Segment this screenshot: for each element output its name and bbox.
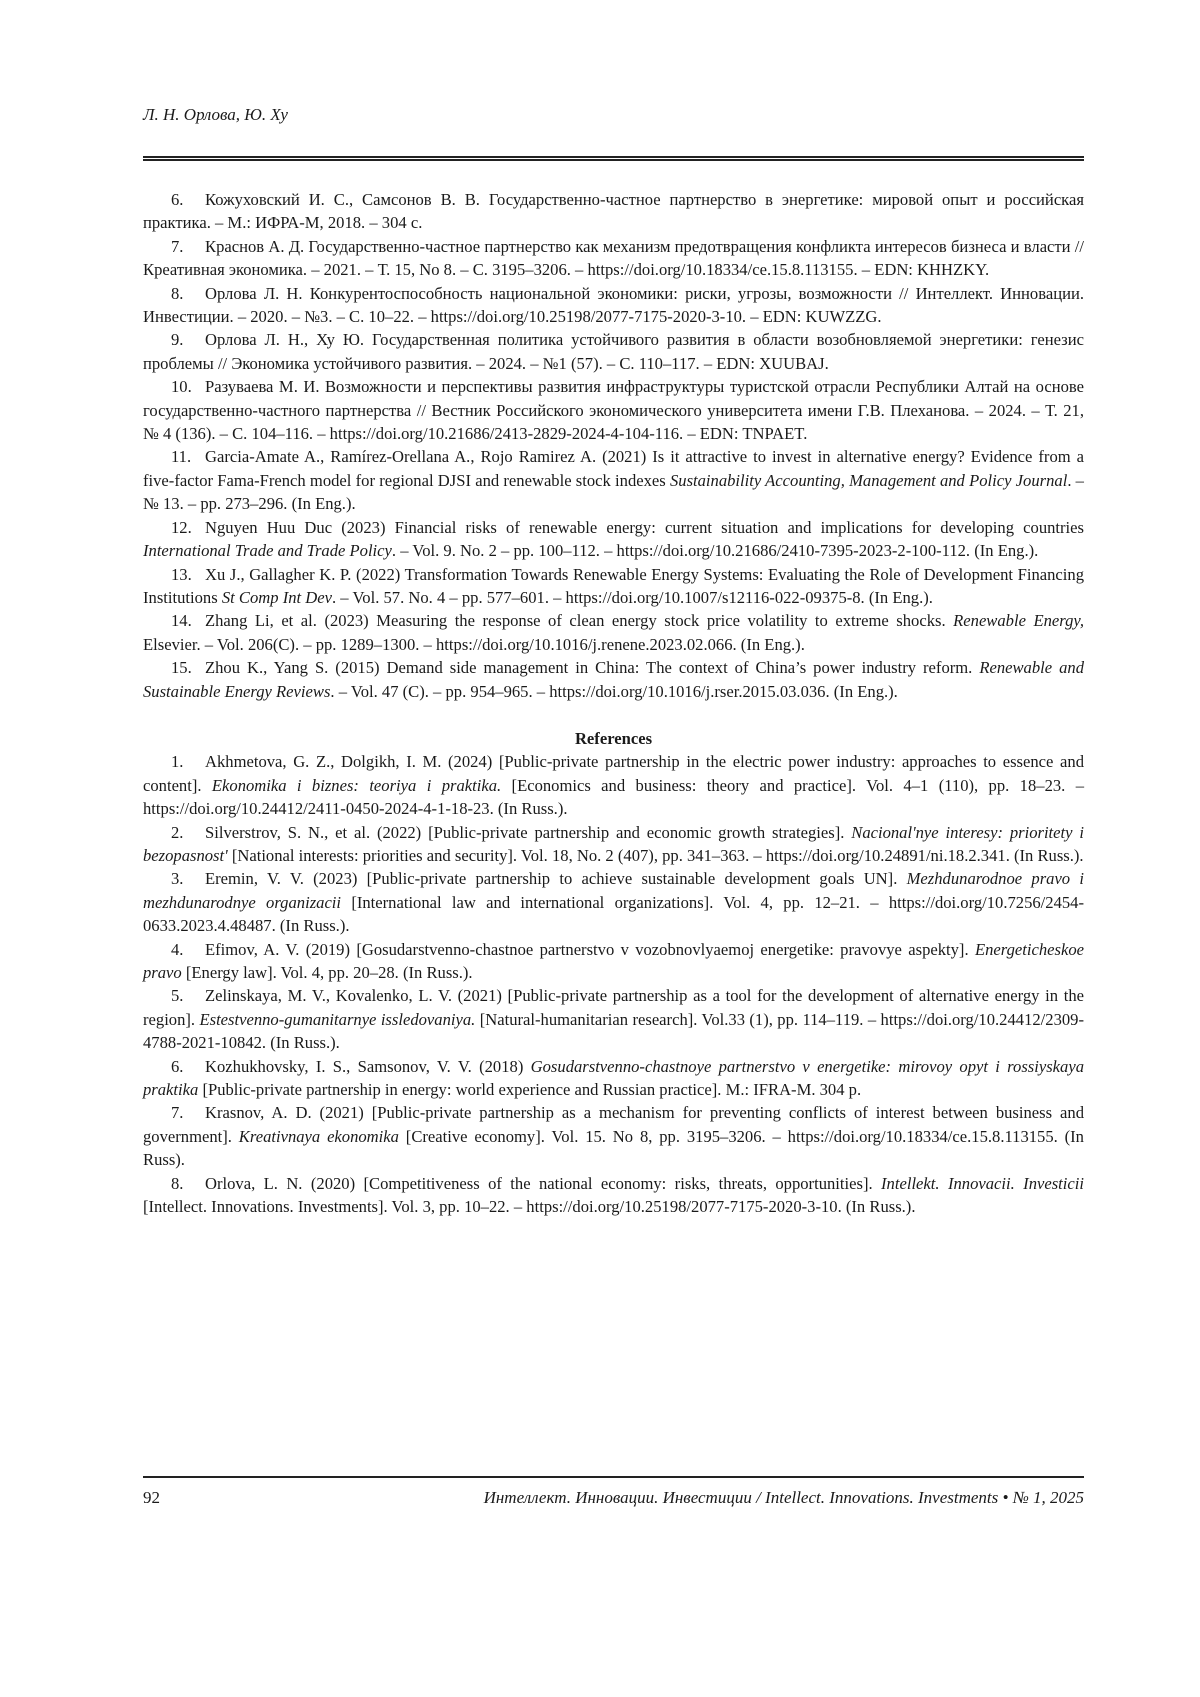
- reference-source-title: Nacional'nye interesy: prioritety i bezopasnost': [143, 822, 1084, 865]
- reference-text: Kozhukhovsky, I. S., Samsonov, V. V. (2018): [205, 1056, 531, 1076]
- reference-entry: [143, 656, 1084, 703]
- reference-text: Krasnov, A. D. (2021) [Public-private partnership as a mechanism for preventing conflicts of interest between business and government].: [143, 1103, 1084, 1146]
- reference-number: 8.: [171, 283, 184, 303]
- reference-number: 4.: [171, 939, 184, 959]
- reference-entry: [143, 938, 1084, 985]
- reference-number: 9.: [171, 330, 184, 350]
- reference-entry: [143, 445, 1084, 515]
- body-text: [143, 188, 1084, 1218]
- reference-number: 2.: [171, 822, 184, 842]
- reference-text: [Energy law]. Vol. 4, pp. 20–28. (In Russ.).: [181, 963, 473, 982]
- reference-number: 14.: [171, 611, 192, 631]
- reference-entry: [143, 375, 1084, 445]
- english-reference-list: [143, 750, 1084, 1218]
- reference-number: 12.: [171, 517, 192, 537]
- reference-text: Орлова Л. Н., Ху Ю. Государственная политика устойчивого развития в области возобновляемой энергетики: генезис проблемы // Экономика устойчивого развития. – 2024. – №1 (57). – С. 110–117. – EDN: XUUBAJ.: [143, 330, 1084, 373]
- reference-text: [Public-private partnership in energy: world experience and Russian practice]. M.: IFRA-M. 304 p.: [198, 1080, 862, 1100]
- reference-text: [Economics and business: theory and practice]. Vol. 4–1 (110), pp. 18–23. – https://doi.org/10.24412/2411-0450-2024-4-1-18-23. (In Russ.).: [143, 775, 1084, 819]
- reference-text: Eremin, V. V. (2023) [Public-private partnership to achieve sustainable development goals UN].: [205, 869, 907, 889]
- reference-source-title: Sustainability Accounting, Management and Policy Journal: [669, 470, 1068, 490]
- reference-source-title: Kreativnaya ekonomika: [238, 1126, 399, 1146]
- reference-number: 1.: [171, 752, 184, 772]
- reference-text: Orlova, L. N. (2020) [Competitiveness of the national economy: risks, threats, opportunities].: [205, 1173, 882, 1193]
- reference-text: Zhou K., Yang S. (2015) Demand side management in China: The context of China’s power industry reform.: [205, 658, 980, 678]
- reference-source-title: Ekonomika i biznes: teoriya i praktika.: [211, 775, 502, 795]
- reference-entry: [143, 821, 1084, 868]
- reference-text: Разуваева М. И. Возможности и перспективы развития инфраструктуры туристской отрасли Республики Алтай на основе государственно-частного партнерства // Вестник Российского экономического университета имени Г.В. Плеханова. – 2024. – Т. 21, № 4 (136). – С. 104–116. – https://doi.org/10.21686/2413-2829-2024-4-104-116. – EDN: TNPAET.: [143, 377, 1084, 444]
- reference-entry: [143, 1172, 1084, 1219]
- reference-text: . – № 13. – pp. 273–296. (In Eng.).: [143, 470, 1084, 514]
- reference-text: Nguyen Huu Duc (2023) Financial risks of renewable energy: current situation and implications for developing countries: [205, 517, 1084, 537]
- reference-entry: [143, 750, 1084, 820]
- reference-text: Краснов А. Д. Государственно-частное партнерство как механизм предотвращения конфликта интересов бизнеса и власти // Креативная экономика. – 2021. – Т. 15, No 8. – С. 3195–3206. – https://doi.org/10.18334/ce.15.8.113155. – EDN: KHHZKY.: [143, 236, 1084, 280]
- reference-text: Silverstrov, S. N., et al. (2022) [Public-private partnership and economic growth strategies].: [205, 822, 852, 842]
- reference-text: [Natural-humanitarian research]. Vol.33 (1), pp. 114–119. – https://doi.org/10.24412/2309-4788-2021-10842. (In Russ.).: [143, 1009, 1084, 1053]
- reference-entry: [143, 235, 1084, 282]
- reference-text: Zelinskaya, M. V., Kovalenko, L. V. (2021) [Public-private partnership as a tool for the development of alternative energy in the region].: [143, 986, 1084, 1029]
- reference-source-title: Estestvenno-gumanitarnye issledovaniya.: [199, 1009, 476, 1029]
- reference-text: Elsevier. – Vol. 206(C). – pp. 1289–1300. – https://doi.org/10.1016/j.renene.2023.02.066. (In Eng.).: [143, 634, 805, 654]
- reference-text: Garcia-Amate A., Ramírez-Orellana A., Rojo Ramirez A. (2021) Is it attractive to invest in alternative energy? Evidence from a five-factor Fama-French model for regional DJSI and renewable stock indexes: [143, 447, 1084, 490]
- reference-number: 7.: [171, 236, 184, 256]
- russian-reference-list: [143, 188, 1084, 703]
- reference-text: Akhmetova, G. Z., Dolgikh, I. M. (2024) [Public-private partnership in the electric power industry: approaches to essence and content].: [143, 752, 1084, 795]
- reference-text: Xu J., Gallagher K. P. (2022) Transformation Towards Renewable Energy Systems: Evaluating the Role of Development Financing Institutions: [143, 564, 1084, 607]
- reference-text: Zhang Li, et al. (2023) Measuring the response of clean energy stock price volatility to extreme shocks.: [205, 611, 954, 631]
- reference-source-title: Gosudarstvenno-chastnoye partnerstvo v energetike: mirovoy opyt i rossiyskaya praktika: [143, 1056, 1084, 1100]
- reference-number: 8.: [171, 1173, 184, 1193]
- reference-entry: [143, 984, 1084, 1054]
- reference-source-title: Intellekt. Innovacii. Investicii: [881, 1173, 1084, 1193]
- reference-entry: [143, 867, 1084, 937]
- footer-rule: [143, 1476, 1084, 1478]
- reference-source-title: Energeticheskoe pravo: [143, 939, 1084, 982]
- reference-entry: [143, 282, 1084, 329]
- reference-text: [Creative economy]. Vol. 15. No 8, pp. 3195–3206. – https://doi.org/10.18334/ce.15.8.113155. (In Russ).: [143, 1126, 1084, 1170]
- reference-entry: [143, 563, 1084, 610]
- reference-text: Орлова Л. Н. Конкурентоспособность национальной экономики: риски, угрозы, возможности // Интеллект. Инновации. Инвестиции. – 2020. – №3. – С. 10–22. – https://doi.org/10.25198/2077-7175-2020-3-10. – EDN: KUWZZG.: [143, 283, 1084, 327]
- reference-entry: [143, 1101, 1084, 1171]
- reference-entry: [143, 188, 1084, 235]
- reference-source-title: Mezhdunarodnoe pravo i mezhdunarodnye organizacii: [143, 869, 1084, 912]
- reference-text: . – Vol. 47 (C). – pp. 954–965. – https://doi.org/10.1016/j.rser.2015.03.036. (In Eng.).: [330, 681, 898, 701]
- reference-text: [International law and international organizations]. Vol. 4, pp. 12–21. – https://doi.org/10.7256/2454-0633.2023.4.48487. (In Russ.).: [143, 892, 1084, 936]
- reference-number: 10.: [171, 377, 192, 397]
- reference-source-title: Renewable Energy,: [953, 611, 1084, 631]
- reference-source-title: St Comp Int Dev: [221, 587, 332, 607]
- reference-number: 6.: [171, 190, 184, 209]
- reference-entry: [143, 328, 1084, 375]
- header-double-rule: [143, 156, 1084, 161]
- reference-number: 7.: [171, 1103, 184, 1123]
- reference-number: 13.: [171, 564, 192, 584]
- reference-source-title: International Trade and Trade Policy: [143, 541, 392, 561]
- reference-entry: [143, 609, 1084, 656]
- reference-text: . – Vol. 57. No. 4 – pp. 577–601. – https://doi.org/10.1007/s12116-022-09375-8. (In Eng.).: [332, 587, 933, 607]
- reference-number: 11.: [171, 447, 192, 467]
- reference-number: 3.: [171, 869, 184, 889]
- reference-source-title: Renewable and Sustainable Energy Reviews: [143, 658, 1084, 701]
- reference-text: [National interests: priorities and security]. Vol. 18, No. 2 (407), pp. 341–363. – https://doi.org/10.24891/ni.18.2.341. (In Russ.).: [227, 845, 1084, 865]
- reference-number: 15.: [171, 658, 192, 678]
- journal-title: Интеллект. Инновации. Инвестиции / Intellect. Innovations. Investments • № 1, 2025: [483, 1488, 1084, 1507]
- reference-number: 5.: [171, 986, 184, 1006]
- reference-entry: [143, 1055, 1084, 1102]
- reference-entry: [143, 516, 1084, 563]
- reference-text: . – Vol. 9. No. 2 – pp. 100–112. – https://doi.org/10.21686/2410-7395-2023-2-100-112. (In Eng.).: [391, 541, 1039, 561]
- reference-text: [Intellect. Innovations. Investments]. Vol. 3, pp. 10–22. – https://doi.org/10.25198/2077-7175-2020-3-10. (In Russ.).: [143, 1197, 916, 1217]
- reference-number: 6.: [171, 1056, 184, 1076]
- reference-text: Кожуховский И. С., Самсонов В. В. Государственно-частное партнерство в энергетике: мировой опыт и российская практика. – М.: ИФРА-М, 2018. – 304 с.: [143, 190, 1084, 233]
- page-number: 92: [143, 1488, 160, 1507]
- references-heading: References: [574, 728, 653, 748]
- reference-text: Efimov, A. V. (2019) [Gosudarstvenno-chastnoe partnerstvo v vozobnovlyaemoj energetike: pravovye aspekty].: [205, 939, 975, 959]
- running-header-authors: Л. Н. Орлова, Ю. Ху: [143, 105, 288, 124]
